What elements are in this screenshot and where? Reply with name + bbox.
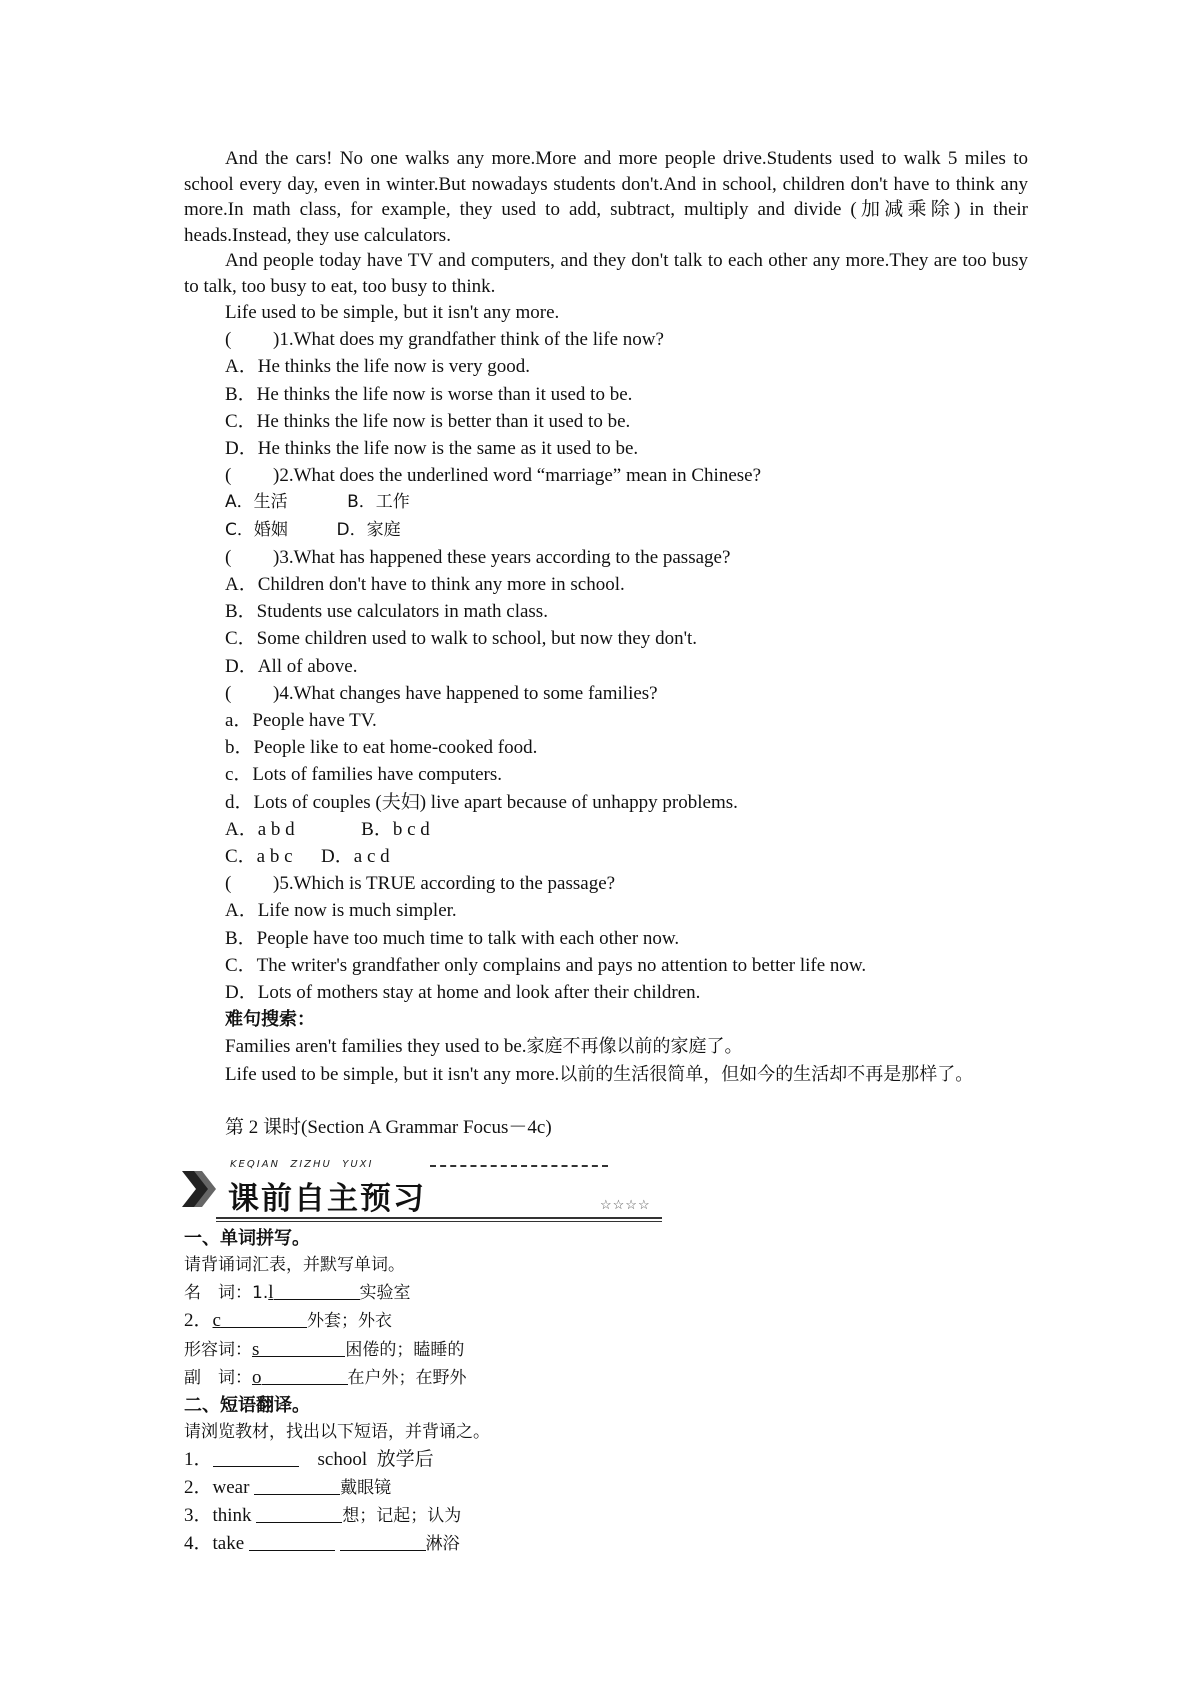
word-first-letter: c bbox=[212, 1310, 221, 1332]
word-item-4 bbox=[184, 1364, 1028, 1392]
phrase-blank[interactable] bbox=[213, 1448, 299, 1467]
q5-option-d: D．Lots of mothers stay at home and look after their children. bbox=[225, 982, 701, 1004]
word-label: 名 词：1. bbox=[184, 1283, 269, 1304]
phrase-blank[interactable] bbox=[340, 1532, 426, 1551]
phrase-number: 1． bbox=[184, 1449, 213, 1471]
q5-option-a: A．Life now is much simpler. bbox=[225, 900, 457, 922]
word-meaning: 实验室 bbox=[359, 1283, 411, 1304]
sentence-en: Life used to be simple, but it isn't any more. bbox=[225, 1063, 560, 1085]
question-3 bbox=[184, 544, 1028, 571]
phrase-blank[interactable] bbox=[254, 1476, 340, 1495]
word-label: 形容词： bbox=[184, 1339, 252, 1360]
phrase-start: 4．take bbox=[184, 1532, 249, 1554]
q4-statement-a: a．People have TV. bbox=[225, 710, 377, 732]
word-label: 2． bbox=[184, 1310, 213, 1332]
question-text: )1.What does my grandfather think of the life now? bbox=[273, 329, 664, 351]
question-1 bbox=[184, 326, 1028, 353]
q5-option-b: B．People have too much time to talk with each other now. bbox=[225, 927, 680, 949]
q4-statement-d: d．Lots of couples (夫妇) live apart because of unhappy problems. bbox=[225, 791, 738, 813]
word-blank[interactable] bbox=[274, 1281, 360, 1300]
word-label: 副 词： bbox=[184, 1367, 252, 1388]
q4-statement-b: b．People like to eat home-cooked food. bbox=[225, 737, 538, 759]
question-text: )2.What does the underlined word “marriage” mean in Chinese? bbox=[273, 465, 762, 487]
passage-paragraph-1: And the cars! No one walks any more.More and more people drive.Students used to walk 5 miles to school every day, even in winter.But nowadays students don't.And in school, children don't have to think any more.In math class, for example, they used to add, subtract, multiply and divide (加减乘除) in their heads.Instead, they use calculators. bbox=[184, 148, 1028, 246]
passage-paragraph-2: And people today have TV and computers, and they don't talk to each other any more.They are too busy to talk, too busy to eat, too busy to think. bbox=[184, 250, 1028, 297]
phrase-item-2 bbox=[184, 1474, 1028, 1502]
q1-option-c: C．He thinks the life now is better than it used to be. bbox=[225, 410, 631, 432]
word-blank[interactable] bbox=[259, 1338, 345, 1357]
phrase-start: 3．think bbox=[184, 1504, 257, 1526]
banner-title: 课前自主预习 bbox=[228, 1180, 426, 1217]
banner-dashed-line bbox=[430, 1165, 608, 1167]
difficult-sentence-1 bbox=[184, 1033, 1028, 1060]
passage-paragraph-3: Life used to be simple, but it isn't any more. bbox=[225, 302, 560, 323]
q3-option-a: A．Children don't have to think any more in school. bbox=[225, 574, 625, 596]
phrase-blank[interactable] bbox=[256, 1504, 342, 1523]
difficult-sentences-heading: 难句搜索： bbox=[225, 1009, 315, 1031]
page-content bbox=[184, 146, 1028, 1558]
phrase-item-4 bbox=[184, 1530, 1028, 1558]
phrase-item-1 bbox=[184, 1446, 1028, 1473]
part2-heading: 二、短语翻译。 bbox=[184, 1394, 310, 1416]
q4-statement-c: c．Lots of families have computers. bbox=[225, 764, 503, 786]
question-2 bbox=[184, 462, 1028, 489]
question-text: )4.What changes have happened to some families? bbox=[273, 682, 658, 704]
word-item-2 bbox=[184, 1307, 1028, 1335]
answer-paren: ( bbox=[225, 329, 232, 351]
word-first-letter: l bbox=[268, 1282, 274, 1304]
phrase-meaning: 戴眼镜 bbox=[340, 1477, 392, 1498]
part1-instruction: 请背诵词汇表，并默写单词。 bbox=[184, 1254, 405, 1275]
word-blank[interactable] bbox=[262, 1366, 348, 1385]
q3-option-d: D．All of above. bbox=[225, 655, 358, 677]
q4-options-cd: C．a b c D．a c d bbox=[225, 846, 390, 868]
q5-option-c: C．The writer's grandfather only complains and pays no attention to better life now. bbox=[225, 954, 867, 976]
phrase-meaning: 想；记起；认为 bbox=[342, 1505, 462, 1526]
q3-option-c: C．Some children used to walk to school, but now they don't. bbox=[225, 628, 698, 650]
phrase-blank[interactable] bbox=[249, 1532, 335, 1551]
double-chevron-icon bbox=[180, 1169, 220, 1209]
answer-paren: ( bbox=[225, 546, 232, 568]
question-text: )3.What has happened these years according to the passage? bbox=[273, 546, 731, 568]
question-5 bbox=[184, 870, 1028, 897]
spacer bbox=[184, 1088, 1028, 1108]
part1-heading: 一、单词拼写。 bbox=[184, 1227, 310, 1249]
word-meaning: 外套；外衣 bbox=[306, 1311, 392, 1332]
lesson-title: 第 2 课时(Section A Grammar Focus－4c) bbox=[225, 1116, 552, 1138]
word-meaning: 在户外；在野外 bbox=[347, 1367, 467, 1388]
banner-rule-thin bbox=[216, 1221, 662, 1222]
answer-paren: ( bbox=[225, 682, 232, 704]
q1-option-d: D．He thinks the life now is the same as it used to be. bbox=[225, 438, 639, 460]
q4-options-ab: A．a b d B．b c d bbox=[225, 818, 430, 840]
sentence-en: Families aren't families they used to be. bbox=[225, 1036, 527, 1058]
word-first-letter: o bbox=[252, 1366, 262, 1388]
word-item-1 bbox=[184, 1279, 1028, 1307]
q2-options-cd: C．婚姻 D．家庭 bbox=[225, 519, 401, 540]
answer-paren: ( bbox=[225, 465, 232, 487]
phrase-item-3 bbox=[184, 1502, 1028, 1530]
q3-option-b: B．Students use calculators in math class. bbox=[225, 601, 548, 623]
question-4 bbox=[184, 680, 1028, 707]
q1-option-b: B．He thinks the life now is worse than it used to be. bbox=[225, 383, 633, 405]
q2-options-ab: A．生活 B．工作 bbox=[225, 492, 410, 513]
word-blank[interactable] bbox=[221, 1309, 307, 1328]
word-first-letter: s bbox=[252, 1338, 260, 1360]
part2-instruction: 请浏览教材，找出以下短语，并背诵之。 bbox=[184, 1422, 490, 1443]
sentence-cn: 家庭不再像以前的家庭了。 bbox=[526, 1036, 743, 1058]
difficult-sentence-2 bbox=[184, 1061, 1028, 1088]
sentence-cn: 以前的生活很简单，但如今的生活却不再是那样了。 bbox=[559, 1063, 974, 1085]
word-item-3 bbox=[184, 1336, 1028, 1364]
section-banner bbox=[180, 1151, 664, 1223]
q1-option-a: A．He thinks the life now is very good. bbox=[225, 356, 531, 378]
banner-pinyin: KEQIAN ZIZHU YUXI bbox=[230, 1158, 374, 1170]
banner-rule bbox=[216, 1217, 662, 1219]
phrase-rest: school 放学后 bbox=[298, 1449, 434, 1471]
difficulty-stars: ☆☆☆☆ bbox=[600, 1196, 651, 1212]
phrase-meaning: 淋浴 bbox=[425, 1533, 460, 1554]
word-meaning: 困倦的；瞌睡的 bbox=[345, 1339, 465, 1360]
phrase-start: 2．wear bbox=[184, 1476, 255, 1498]
question-text: )5.Which is TRUE according to the passage? bbox=[273, 873, 616, 895]
answer-paren: ( bbox=[225, 873, 232, 895]
